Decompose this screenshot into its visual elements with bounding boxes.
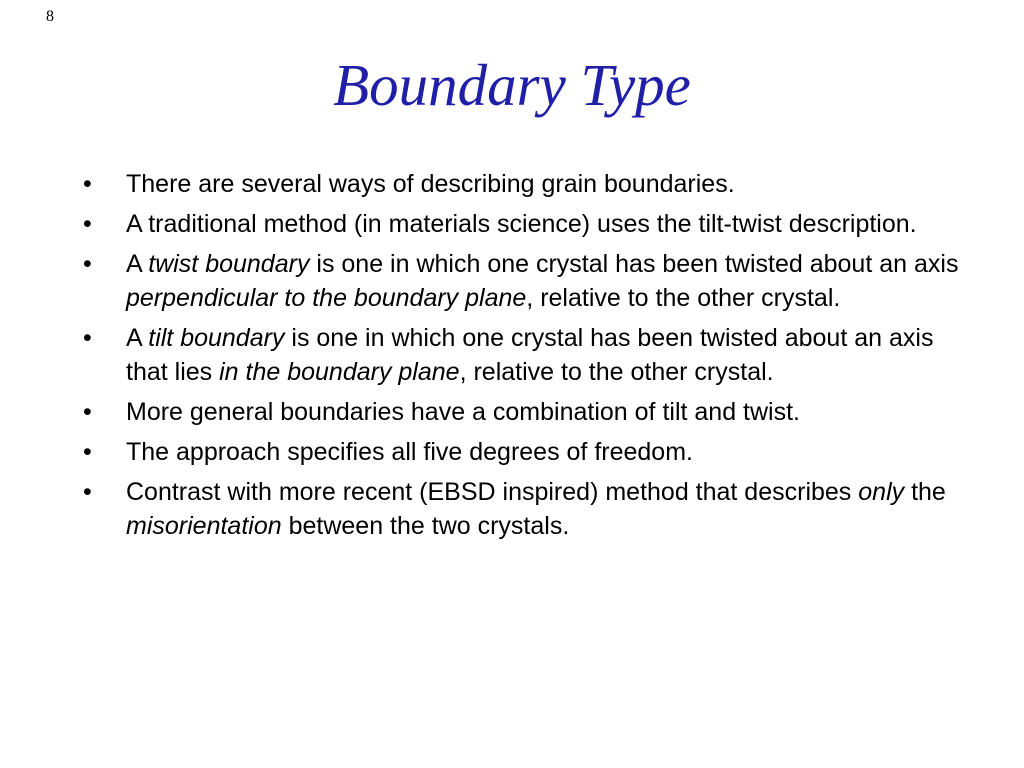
bullet-text-segment: , relative to the other crystal. [526, 284, 841, 312]
bullet-item [83, 475, 963, 543]
bullet-item [83, 435, 963, 469]
bullet-text [126, 438, 693, 466]
page-number: 8 [46, 8, 54, 25]
bullet-marker: • [83, 210, 92, 238]
bullet-text-segment: A [126, 250, 149, 278]
bullet-text-segment: the [904, 478, 946, 506]
bullet-item [83, 395, 963, 429]
bullet-marker: • [83, 398, 92, 426]
bullet-list [83, 167, 963, 549]
bullet-text-emphasis: in the boundary plane [219, 358, 460, 386]
bullet-item [83, 207, 963, 241]
bullet-text-segment: between the two crystals. [281, 512, 570, 540]
bullet-text-emphasis: only [858, 478, 905, 506]
bullet-marker: • [83, 478, 92, 506]
bullet-text-segment: is one in which one crystal has been twisted about an axis [309, 250, 959, 278]
bullet-text [126, 170, 735, 198]
bullet-text [126, 210, 917, 238]
bullet-text-segment: , relative to the other crystal. [459, 358, 774, 386]
bullet-item [83, 167, 963, 201]
bullet-text-segment: is one in which one crystal has been twisted about an axis that lies [126, 324, 934, 386]
bullet-text-emphasis: tilt boundary [148, 324, 285, 352]
bullet-marker: • [83, 438, 92, 466]
bullet-text-segment: There are several ways of describing grain boundaries. [126, 170, 735, 198]
bullet-text-emphasis: twist boundary [148, 250, 310, 278]
bullet-text-segment: A traditional method (in materials science) uses the tilt-twist description. [126, 210, 917, 238]
slide-title: Boundary Type [333, 52, 691, 118]
bullet-text [126, 398, 800, 426]
bullet-text-emphasis: misorientation [126, 512, 282, 540]
bullet-text [126, 250, 958, 312]
bullet-item [83, 321, 963, 389]
bullet-text-segment: More general boundaries have a combination of tilt and twist. [126, 398, 800, 426]
bullet-item [83, 247, 963, 315]
bullet-marker: • [83, 324, 92, 352]
bullet-text [126, 478, 946, 540]
bullet-text-segment: A [126, 324, 149, 352]
bullet-text-emphasis: perpendicular to the boundary plane [126, 284, 527, 312]
bullet-text-segment: The approach specifies all five degrees of freedom. [126, 438, 693, 466]
bullet-marker: • [83, 250, 92, 278]
bullet-text-segment: Contrast with more recent (EBSD inspired) method that describes [126, 478, 859, 506]
bullet-marker: • [83, 170, 92, 198]
bullet-text [126, 324, 933, 386]
